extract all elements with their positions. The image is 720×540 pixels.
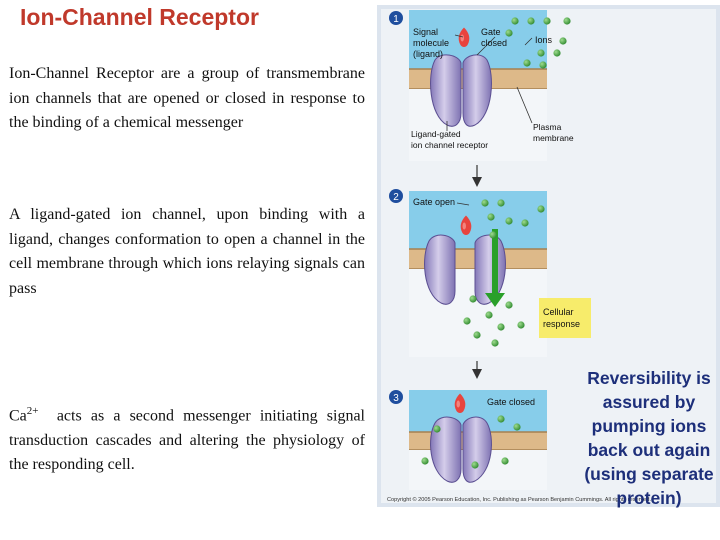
channel-closed-1 bbox=[431, 55, 492, 126]
panel-1 bbox=[389, 10, 574, 161]
copyright-line: Copyright © 2005 Pearson Education, Inc. Publishing as Pearson Benjamin Cummings. All rights reserved. bbox=[387, 497, 652, 503]
step-2-number: 2 bbox=[393, 192, 399, 203]
calcium-symbol: Ca bbox=[9, 407, 27, 425]
definition-paragraph: Ion-Channel Receptor are a group of transmembrane ion channels that are opened or closed in response to the binding of a chemical messenger bbox=[9, 65, 365, 131]
step-1-number: 1 bbox=[393, 14, 399, 25]
ions-label: Ions bbox=[535, 35, 553, 45]
gate-closed-label-3: Gate closed bbox=[487, 397, 536, 407]
calcium-charge: 2+ bbox=[26, 405, 39, 417]
ligand-gated-receptor-label: Ligand-gated ion channel receptor bbox=[411, 129, 489, 150]
calcium-text: acts as a second messenger initiating signal transduction cascades and altering the physiology of the responding cell. bbox=[9, 407, 365, 474]
page-title: Ion-Channel Receptor bbox=[20, 4, 259, 30]
signal-molecule-label: Signal molecule (ligand) bbox=[413, 27, 450, 59]
cellular-response-label: Cellular response bbox=[543, 307, 581, 329]
step-3-number: 3 bbox=[393, 393, 399, 404]
mechanism-paragraph: A ligand-gated ion channel, upon binding with a ligand, changes conformation to open a channel in the cell membrane through which ions relaying signals can pass bbox=[9, 206, 365, 297]
cellular-response-box bbox=[539, 298, 591, 338]
panel-3 bbox=[389, 390, 547, 490]
calcium-paragraph bbox=[9, 399, 365, 478]
ion-flow-arrow bbox=[492, 229, 498, 295]
gate-open-label: Gate open bbox=[413, 197, 456, 207]
plasma-membrane-label: Plasma membrane bbox=[533, 122, 574, 143]
reversibility-note: Reversibility is assured by pumping ions back out again (using separate protein) bbox=[584, 368, 714, 508]
gate-closed-label-1: Gate closed bbox=[481, 27, 508, 48]
